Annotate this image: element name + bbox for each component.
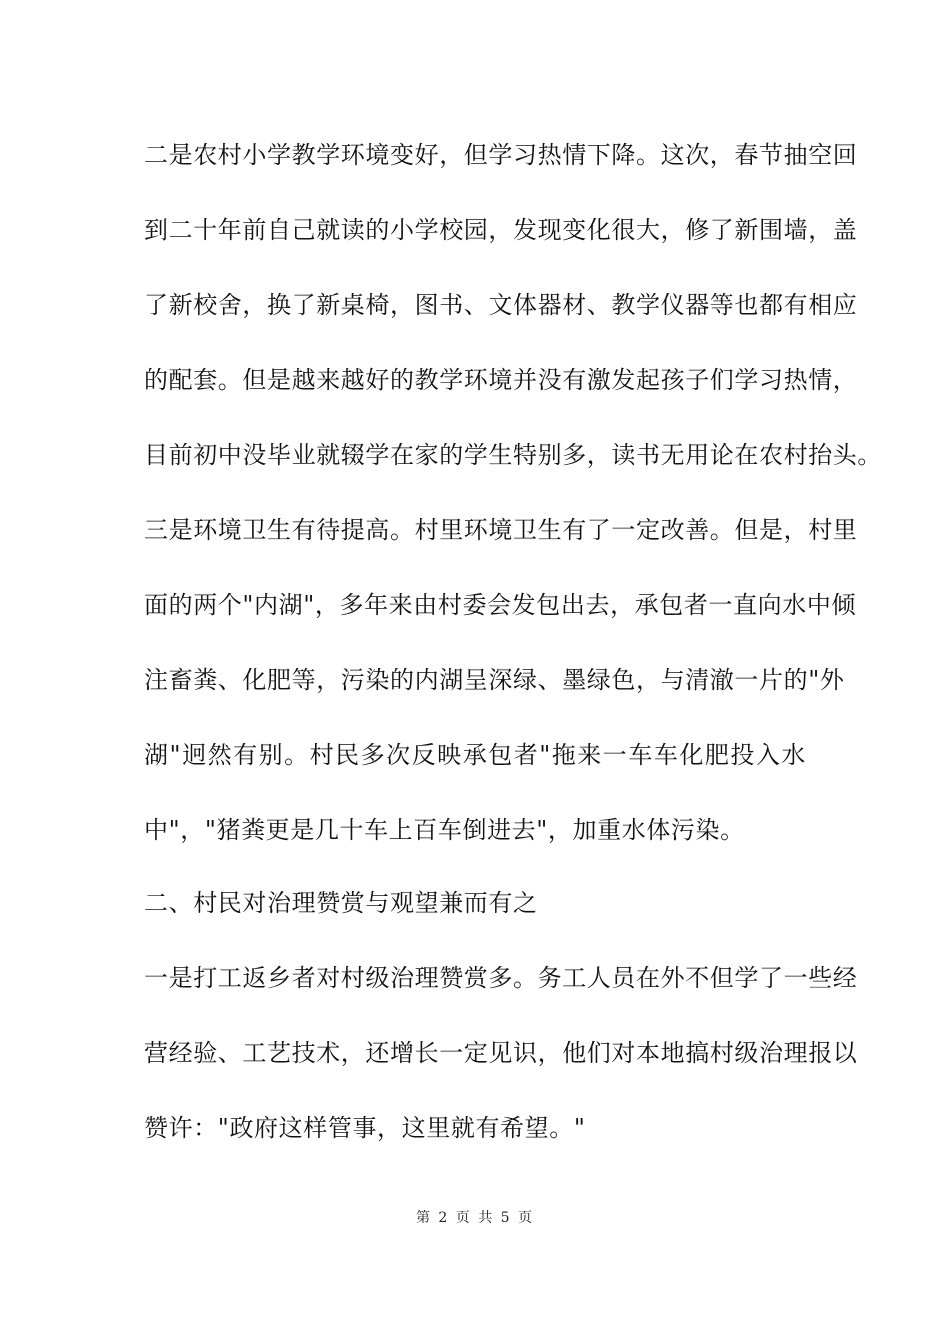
text-line: 三是环境卫生有待提高。村里环境卫生有了一定改善。但是，村里 (144, 516, 858, 544)
text-line: 营经验、工艺技术，还增长一定见识，他们对本地搞村级治理报以 (144, 1039, 858, 1067)
page-number-footer: 第 2 页 共 5 页 (415, 1210, 535, 1226)
text-line: 中"，"猪粪更是几十车上百车倒进去"，加重水体污染。 (144, 816, 745, 844)
text-line: 一是打工返乡者对村级治理赞赏多。务工人员在外不但学了一些经 (144, 964, 858, 992)
text-line: 到二十年前自己就读的小学校园，发现变化很大，修了新围墙，盖 (144, 216, 858, 244)
text-line: 的配套。但是越来越好的教学环境并没有激发起孩子们学习热情， (144, 366, 858, 394)
text-line: 湖"迥然有别。村民多次反映承包者"拖来一车车化肥投入水 (144, 741, 806, 769)
text-line: 面的两个"内湖"，多年来由村委会发包出去，承包者一直向水中倾 (144, 591, 857, 619)
text-line: 赞许："政府这样管事，这里就有希望。" (144, 1114, 586, 1142)
text-line: 二是农村小学教学环境变好，但学习热情下降。这次，春节抽空回 (144, 141, 858, 169)
section-heading: 二、村民对治理赞赏与观望兼而有之 (144, 889, 538, 917)
text-line: 目前初中没毕业就辍学在家的学生特别多，读书无用论在农村抬头。 (144, 441, 882, 469)
text-line: 注畜粪、化肥等，污染的内湖呈深绿、墨绿色，与清澈一片的"外 (144, 666, 845, 694)
text-line: 了新校舍，换了新桌椅，图书、文体器材、教学仪器等也都有相应 (144, 291, 858, 319)
